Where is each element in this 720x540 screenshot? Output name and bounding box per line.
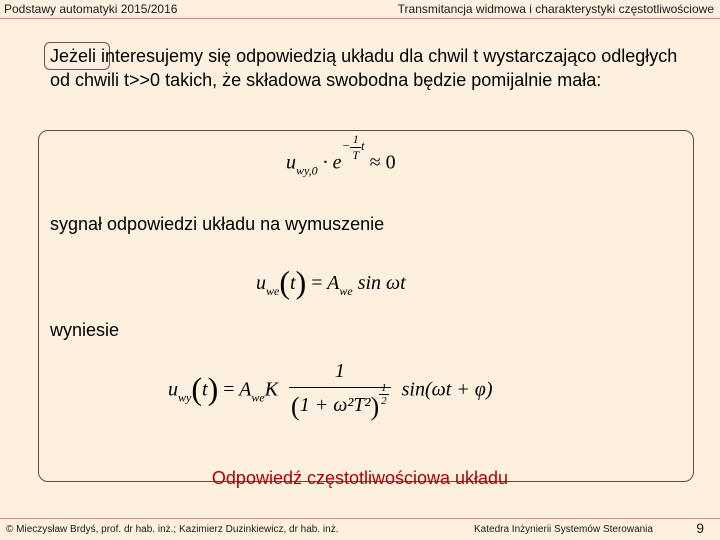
eq3-denominator: (1 + ω²T²) $\frac{1}{2}$ <box>291 381 387 421</box>
intro-paragraph: Jeżeli interesujemy się odpowiedzią układu dla chwil t wystarczająco odległych od chwili t>>0 takich, że składowa swobodna będzie pomijalnie mała: <box>50 46 678 90</box>
eq2-eq: = <box>311 272 323 294</box>
eq2-A: A <box>327 272 340 294</box>
eq3-K: K <box>264 378 279 401</box>
equation-input-signal: $u_{we}(t) = A_{we}$ sin ωt <box>256 264 406 300</box>
label-input-response: sygnał odpowiedzi układu na wymuszenie <box>50 214 385 234</box>
eq3-den: 1 + ω²T² <box>299 394 371 416</box>
eq3-u: u <box>168 378 178 401</box>
eq3-fraction <box>289 360 391 422</box>
eq1-dot-e: · e <box>322 151 342 174</box>
eq3-num: 1 <box>289 360 391 388</box>
eq1-exp-minus: − <box>341 138 351 154</box>
content-panel <box>38 130 694 482</box>
eq3-den-exp-den: 2 <box>381 394 387 407</box>
eq3-rhs: sin(ωt + φ) <box>401 378 493 401</box>
eq1-sub: wy,0 <box>296 163 318 178</box>
eq2-sub: we <box>266 284 280 298</box>
eq3-sub: wy <box>178 390 192 405</box>
course-title: Podstawy automatyki 2015/2016 <box>4 2 178 16</box>
eq3-den-exponent <box>379 382 389 407</box>
eq1-exp-t: t <box>361 138 365 154</box>
page-number: 9 <box>696 520 704 536</box>
eq3-A: A <box>239 378 252 401</box>
eq2-rhs: sin ωt <box>357 272 406 294</box>
eq3-eq: = <box>223 378 235 401</box>
eq1-exp-num: 1 <box>350 132 361 148</box>
footer-department: Katedra Inżynierii Systemów Sterowania <box>474 524 653 535</box>
footer-authors: © Mieczysław Brdyś, prof. dr hab. inż.; Kazimierz Duzinkiewicz, dr hab. inż. <box>6 524 339 535</box>
eq2-u: u <box>256 272 266 294</box>
eq2-t: t <box>290 272 296 294</box>
eq1-exp-den: T <box>352 148 360 162</box>
footer-divider <box>0 518 720 519</box>
equation-steady-state-output: $u_{wy}(t) = A_{we}K$ 1 (1 + ω²T²) $\frac{1}{2}$ sin(ωt + φ) <box>168 360 493 421</box>
header-divider <box>0 18 720 19</box>
eq3-Asub: we <box>251 390 265 405</box>
slide-topic: Transmitancja widmowa i charakterystyki częstotliwościowe <box>397 2 714 16</box>
conclusion-text: Odpowiedź częstotliwościowa układu <box>211 468 509 488</box>
eq1-exponent <box>341 132 365 162</box>
eq3-t: t <box>202 378 208 401</box>
eq1-u: u <box>286 151 296 174</box>
eq2-Asub: we <box>339 284 353 298</box>
label-output: wyniesie <box>50 320 120 340</box>
eq3-den-exp-num: 1 <box>381 381 387 394</box>
equation-free-response <box>286 132 396 181</box>
eq1-approx: ≈ 0 <box>369 151 396 174</box>
